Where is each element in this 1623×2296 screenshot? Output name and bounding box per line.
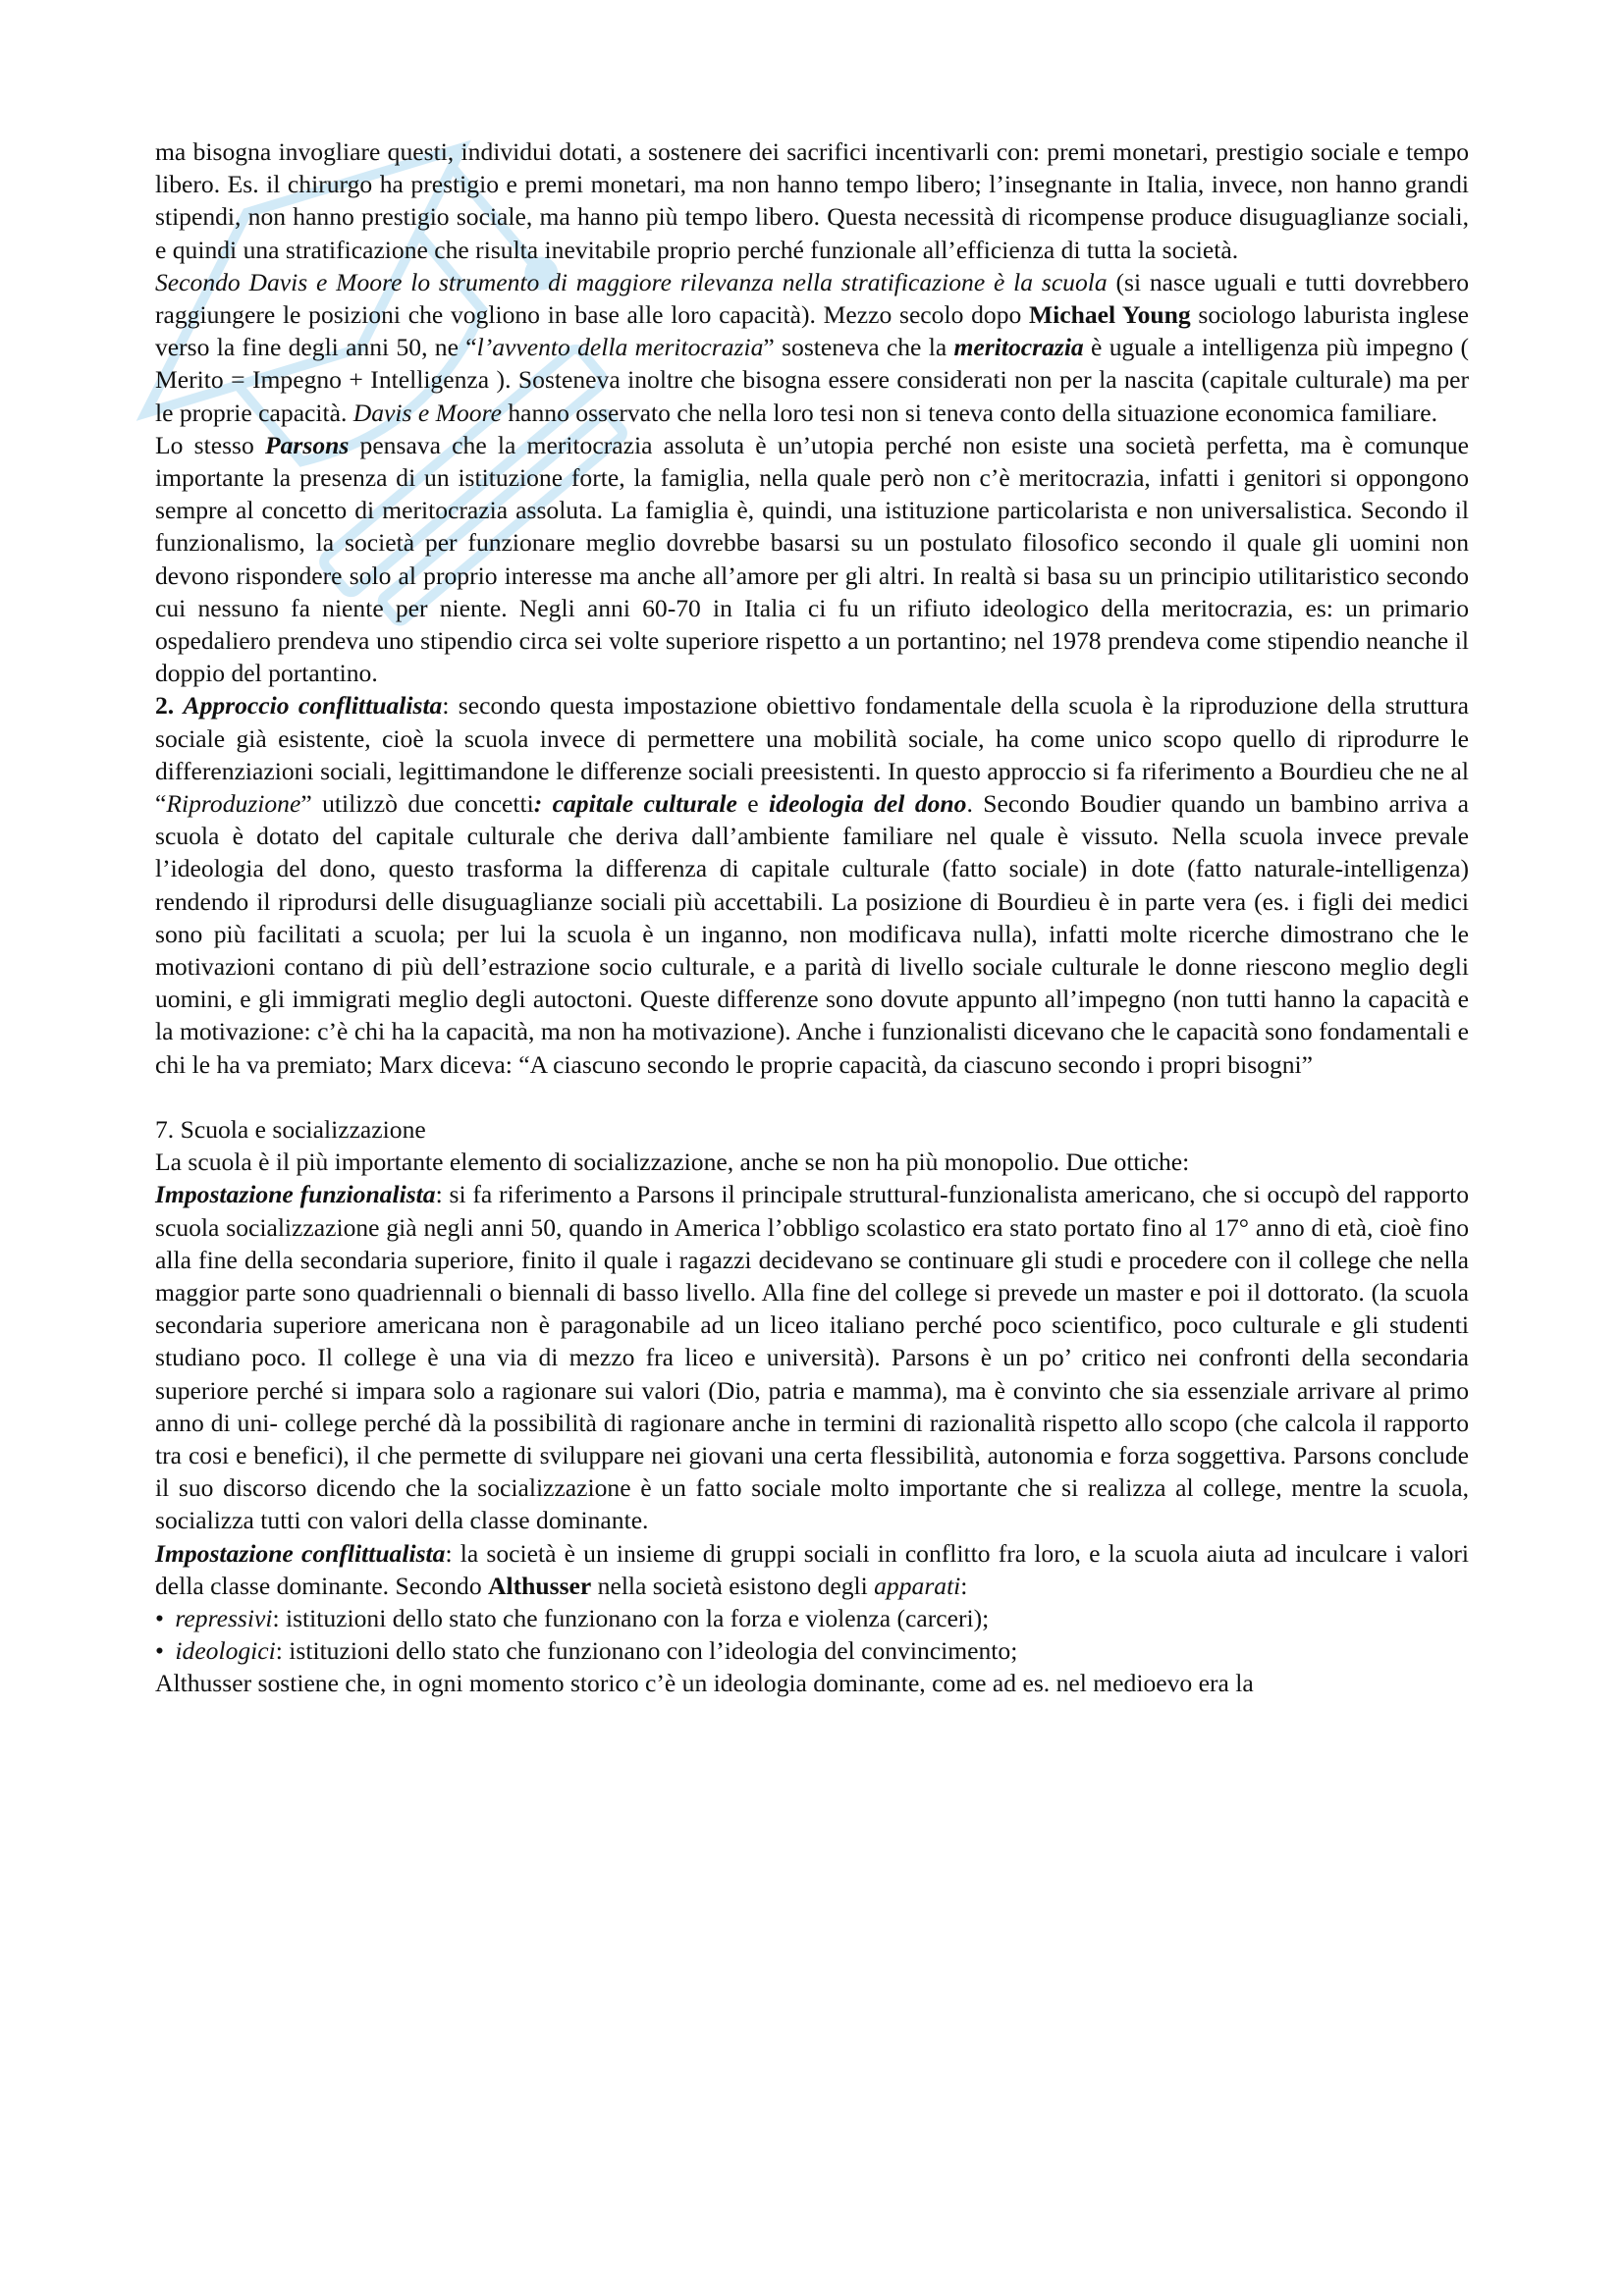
impostazione-funzionalista-term: Impostazione funzionalista	[155, 1180, 436, 1209]
text-run: nella società esistono degli	[591, 1571, 875, 1600]
parsons-name: Parsons	[264, 430, 350, 459]
text-run: ” utilizzò due concetti	[300, 789, 534, 819]
bullet-icon: •	[155, 1636, 164, 1666]
althusser-name: Althusser	[488, 1571, 592, 1600]
meritocrazia-term: meritocrazia	[953, 333, 1084, 362]
bullet-term: ideologici	[175, 1636, 276, 1666]
document-body	[155, 135, 1469, 1700]
davis-moore-statement: Secondo Davis e Moore lo strumento di maggiore rilevanza nella stratificazione è la scuola	[155, 267, 1108, 296]
text-run: : si fa riferimento a Parsons il principale struttural-funzionalista americano, che si occupò del rapporto scuola socializzazione già negli anni 50, quando in America l’obbligo scolastico era stato portato fino al 17° anno di età, cioè fino alla fine della secondaria superiore, finito il quale i ragazzi decidevano se continuare gli studi e procedere con il college che nella maggior parte sono quadriennali o biennali di basso livello. Alla fine del college si prevede un master e poi il dottorato. (la scuola secondaria superiore americana non è paragonabile ad un liceo italiano perché poco scientifico, poco culturale e gli studenti studiano poco. Il college è una via di mezzo fra liceo e università). Parsons è un po’ critico nei confronti della secondaria superiore perché si impara solo a ragionare sui valori (Dio, patria e mamma), ma è convinto che sia essenziale arrivare al primo anno di uni- college perché dà la possibilità di ragionare anche in termini di razionalità rispetto allo scopo (che calcola il rapporto tra cosi e benefici), il che permette di sviluppare nei giovani una certa flessibilità, autonomia e forza soggettiva. Parsons conclude il suo discorso dicendo che la socializzazione è un fatto sociale molto importante che si realizza al college, mentre la scuola, socializza tutti con valori della classe dominante.	[155, 1180, 1470, 1535]
michael-young-name: Michael Young	[1029, 300, 1191, 330]
text-run: . Secondo Boudier quando un bambino arriva a scuola è dotato del capitale culturale che deriva dall’ambiente familiare nel quale è vissuto. Nella scuola invece prevale l’ideologia del dono, questo trasforma la differenza di capitale culturale (fatto sociale) in dote (fatto naturale-intelligenza) rendendo il riprodursi delle disuguaglianze sociali più accettabili. La posizione di Bourdieu è in parte vera (es. i figli dei medici sono più facilitati a scuola; per lui la scuola è un inganno, non modificava nulla), infatti molte ricerche dimostrano che le motivazioni contano di più dell’estrazione socio culturale, e a parità di livello sociale culturale le donne riescono meglio degli uomini, e gli immigrati meglio degli autoctoni. Queste differenze sono dovute appunto all’impegno (non tutti hanno la capacità e la motivazione: c’è chi ha la capacità, ma non ha motivazione). Anche i funzionalisti dicevano che le capacità sono fondamentali e chi le ha va premiato; Marx diceva: “A ciascuno secondo le proprie capacità, da ciascuno secondo i propri bisogni”	[155, 789, 1469, 1079]
section-heading: 7. Scuola e socializzazione	[155, 1114, 426, 1144]
paragraph-althusser: Althusser sostiene che, in ogni momento storico c’è un ideologia dominante, come ad es. nel medioevo era la	[155, 1669, 1254, 1698]
text-run: e	[736, 789, 770, 819]
bullet-term: repressivi	[175, 1603, 273, 1632]
text-run: è uguale a intelligenza più impegno ( Merito = Impegno + Intelligenza ). Sosteneva inoltre che bisogna essere considerati non per la nascita (capitale culturale) ma per le proprie capacità.	[155, 333, 1470, 427]
paragraph-funzionalista	[155, 1178, 1469, 1536]
text-run: : la società è un insieme di gruppi sociali in conflitto fra loro, e la scuola aiuta ad inculcare i valori della classe dominante. Secondo	[155, 1538, 1469, 1600]
text-run: (si nasce uguali e tutti dovrebbero raggiungere le posizioni che vogliono in base alle loro capacità). Mezzo secolo dopo	[155, 267, 1469, 330]
capitale-culturale-term: : capitale culturale	[533, 789, 737, 819]
book-title: l’avvento della meritocrazia	[476, 333, 764, 362]
text-run: hanno osservato che nella loro tesi non si teneva conto della situazione economica familiare.	[501, 398, 1437, 427]
paragraph-conflittualista-2	[155, 1537, 1469, 1602]
text-run: ” sosteneva che la	[763, 333, 954, 362]
text-run: pensava che la meritocrazia assoluta è un’utopia perché non esiste una società perfetta, ma è comunque importante la presenza di un istituzione forte, la famiglia, nella quale però non c’è meritocrazia, infatti i genitori si oppongono sempre al concetto di meritocrazia assoluta. La famiglia è, quindi, una istituzione particolarista e non universalistica. Secondo il funzionalismo, la società per funzionare meglio dovrebbe basarsi su un postulato filosofico secondo il quale gli uomini non devono rispondere solo al proprio interesse ma anche all’amore per gli altri. In realtà si basa su un principio utilitaristico secondo cui nessuno fa niente per niente. Negli anni 60-70 in Italia ci fu un rifiuto ideologico della meritocrazia, es: un primario ospedaliero prendeva uno stipendio circa sei volte superiore rispetto a un portantino; nel 1978 prendeva come stipendio neanche il doppio del portantino.	[155, 430, 1469, 688]
ideologia-del-dono-term: ideologia del dono	[769, 789, 967, 819]
text-run: sociologo laburista inglese verso la fine degli anni 50, ne “	[155, 300, 1469, 362]
apparati-term: apparati	[874, 1571, 961, 1600]
bullet-item	[155, 1634, 1469, 1667]
section-number: 2.	[155, 691, 184, 721]
riproduzione-title: Riproduzione	[166, 789, 301, 819]
paragraph-parsons	[155, 429, 1469, 690]
bullet-item	[155, 1602, 1469, 1634]
impostazione-conflittualista-term: Impostazione conflittualista	[155, 1538, 446, 1568]
blank-line	[155, 1081, 1469, 1113]
bullet-text: : istituzioni dello stato che funzionano con la forza e violenza (carceri);	[272, 1603, 990, 1632]
text-run: : secondo questa impostazione obiettivo fondamentale della scuola è la riproduzione della struttura sociale già esistente, cioè la scuola invece di permettere una mobilità sociale, ha come unico scopo quello di riprodurre le differenziazioni sociali, legittimandone le differenze sociali preesistenti. In questo approccio si fa riferimento a Bourdieu che ne al “	[155, 691, 1469, 819]
paragraph-intro: La scuola è il più importante elemento di socializzazione, anche se non ha più monopolio. Due ottiche:	[155, 1148, 1190, 1177]
approccio-conflittualista-term: Approccio conflittualista	[183, 691, 443, 721]
paragraph-conflittualista	[155, 689, 1469, 1080]
text-run: :	[960, 1571, 968, 1600]
bullet-text: : istituzioni dello stato che funzionano con l’ideologia del convincimento;	[275, 1636, 1018, 1666]
davis-moore-name: Davis e Moore	[352, 398, 502, 427]
paragraph-davis-moore	[155, 266, 1469, 429]
bullet-icon: •	[155, 1603, 164, 1632]
text-run: Lo stesso	[155, 430, 265, 459]
paragraph-incentives: ma bisogna invogliare questi, individui dotati, a sostenere dei sacrifici incentivarli con: premi monetari, prestigio sociale e tempo libero. Es. il chirurgo ha prestigio e premi monetari, ma non hanno tempo libero; l’insegnante in Italia, invece, non hanno grandi stipendi, non hanno prestigio sociale, ma hanno più tempo libero. Questa necessità di ricompense produce disuguaglianze sociali, e quindi una stratificazione che risulta inevitabile proprio perché funzionale all’efficienza di tutta la società.	[155, 137, 1469, 264]
